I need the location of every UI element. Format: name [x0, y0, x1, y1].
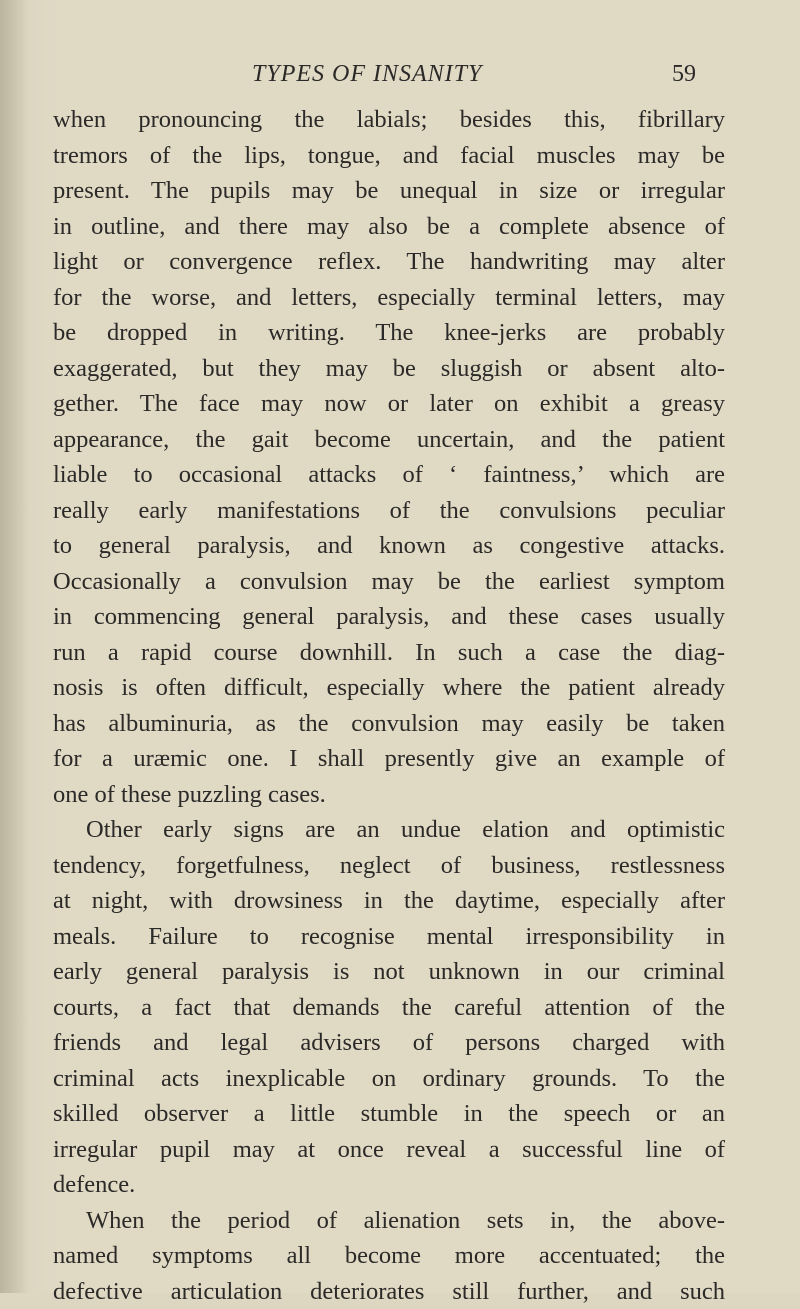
text-line: named symptoms all become more accentuated; the: [53, 1238, 725, 1274]
text-line: friends and legal advisers of persons charged with: [53, 1025, 725, 1061]
text-line: defective articulation deteriorates still further, and such: [53, 1274, 725, 1309]
paragraph-2: [53, 812, 725, 1203]
text-line: in commencing general paralysis, and these cases usually: [53, 599, 725, 635]
text-line: when pronouncing the labials; besides this, fibrillary: [53, 102, 725, 138]
text-line: skilled observer a little stumble in the speech or an: [53, 1096, 725, 1132]
paragraph-1: [53, 102, 725, 812]
running-head: [0, 56, 800, 92]
text-line: tremors of the lips, tongue, and facial muscles may be: [53, 138, 725, 174]
text-line: tendency, forgetfulness, neglect of business, restlessness: [53, 848, 725, 884]
text-line: courts, a fact that demands the careful attention of the: [53, 990, 725, 1026]
text-line: in outline, and there may also be a complete absence of: [53, 209, 725, 245]
text-line: gether. The face may now or later on exhibit a greasy: [53, 386, 725, 422]
text-line: one of these puzzling cases.: [53, 777, 725, 813]
text-line: criminal acts inexplicable on ordinary grounds. To the: [53, 1061, 725, 1097]
paragraph-3: [53, 1203, 725, 1309]
text-line: early general paralysis is not unknown in our criminal: [53, 954, 725, 990]
text-line: When the period of alienation sets in, the above-: [53, 1203, 725, 1239]
text-line: appearance, the gait become uncertain, and the patient: [53, 422, 725, 458]
text-line: for a uræmic one. I shall presently give an example of: [53, 741, 725, 777]
page-number: 59: [672, 56, 696, 92]
text-line: irregular pupil may at once reveal a successful line of: [53, 1132, 725, 1168]
text-line: nosis is often difficult, especially where the patient already: [53, 670, 725, 706]
running-head-title: TYPES OF INSANITY: [252, 56, 482, 92]
text-line: defence.: [53, 1167, 725, 1203]
page-edge-shadow: [0, 0, 30, 1293]
text-line: has albuminuria, as the convulsion may easily be taken: [53, 706, 725, 742]
text-line: for the worse, and letters, especially terminal letters, may: [53, 280, 725, 316]
text-line: exaggerated, but they may be sluggish or absent alto-: [53, 351, 725, 387]
text-line: liable to occasional attacks of ‘ faintness,’ which are: [53, 457, 725, 493]
text-line: present. The pupils may be unequal in size or irregular: [53, 173, 725, 209]
text-line: really early manifestations of the convulsions peculiar: [53, 493, 725, 529]
body-text: [53, 102, 725, 1309]
text-line: at night, with drowsiness in the daytime, especially after: [53, 883, 725, 919]
text-line: Other early signs are an undue elation and optimistic: [53, 812, 725, 848]
text-line: light or convergence reflex. The handwriting may alter: [53, 244, 725, 280]
text-line: be dropped in writing. The knee-jerks are probably: [53, 315, 725, 351]
text-line: run a rapid course downhill. In such a case the diag-: [53, 635, 725, 671]
text-line: Occasionally a convulsion may be the earliest symptom: [53, 564, 725, 600]
text-line: meals. Failure to recognise mental irresponsibility in: [53, 919, 725, 955]
text-line: to general paralysis, and known as congestive attacks.: [53, 528, 725, 564]
